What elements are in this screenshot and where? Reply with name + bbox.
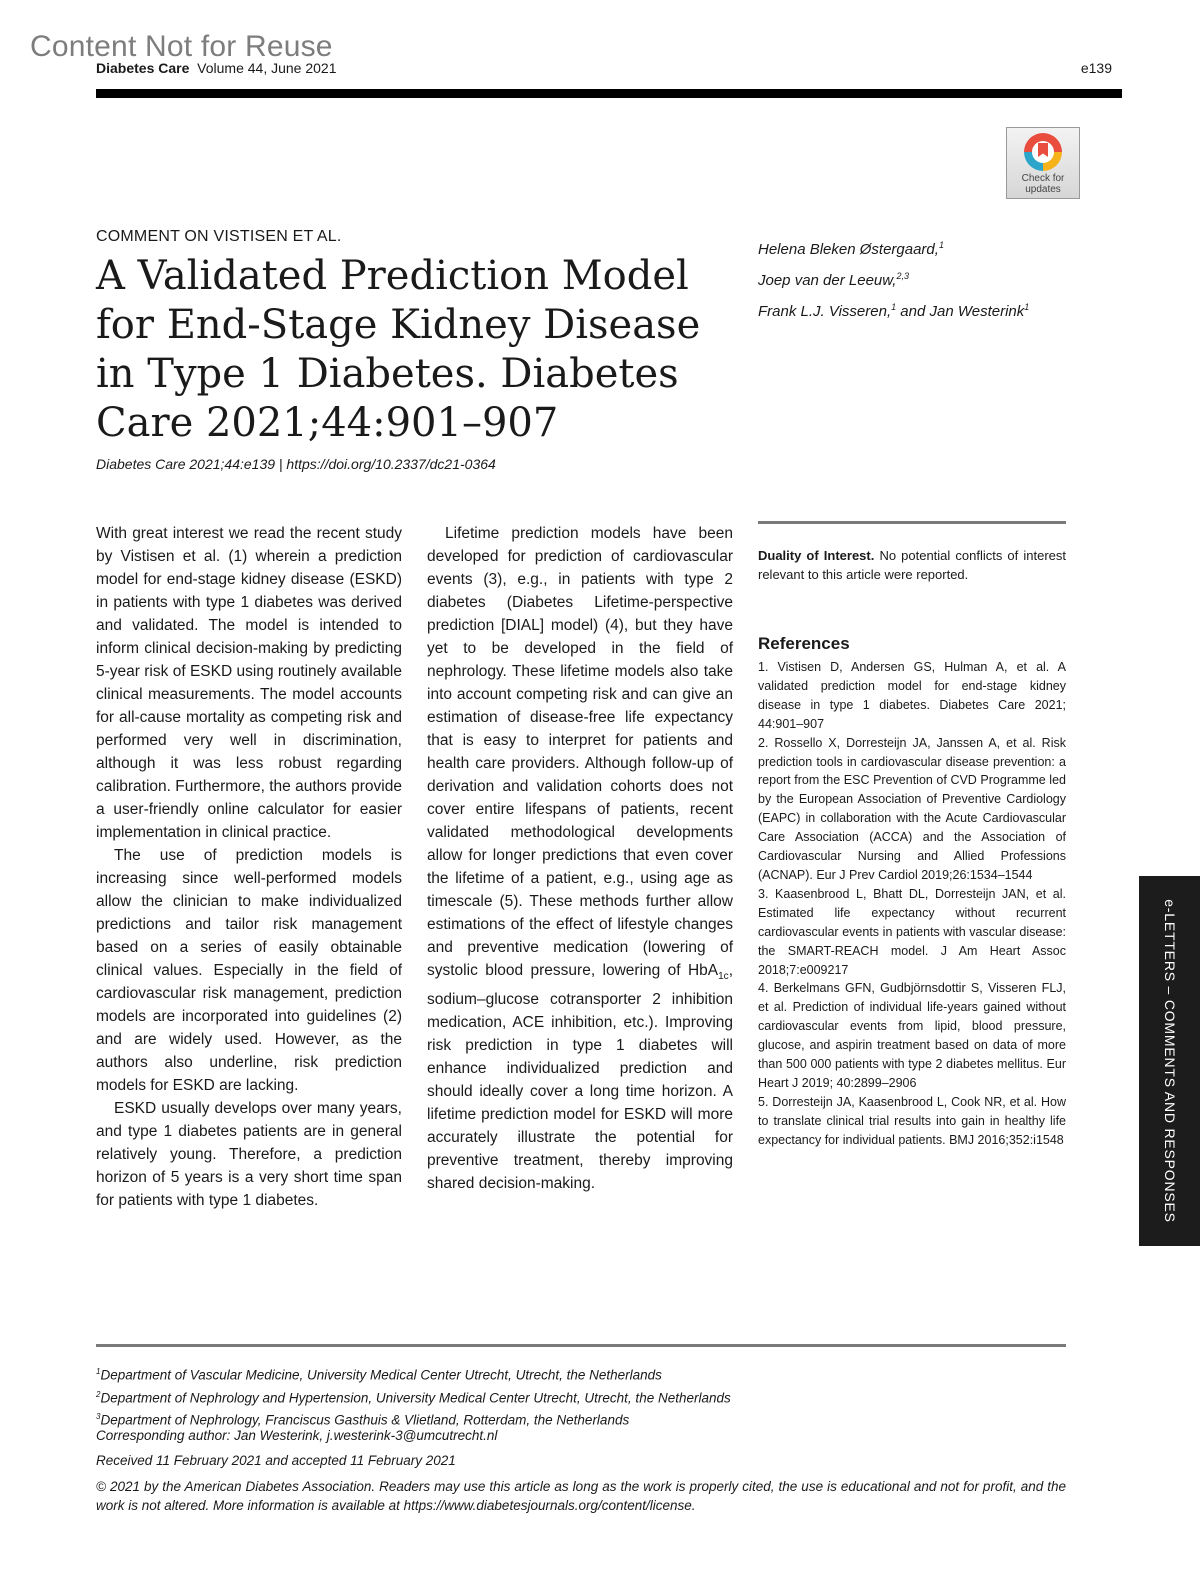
duality-of-interest: [758, 546, 1066, 584]
reference-item: 3. Kaasenbrood L, Bhatt DL, Dorresteijn JAN, et al. Estimated life expectancy without recurrent cardiovascular events in patients with vascular disease: the SMART-REACH model. J Am Heart Assoc 2018;7:e009217: [758, 886, 1066, 977]
author-affiliation-mark: 1: [891, 302, 897, 312]
affiliations: [96, 1362, 1096, 1430]
paragraph: [427, 522, 733, 1195]
affiliation-mark: 3: [96, 1412, 101, 1421]
corresponding-author: Corresponding author: Jan Westerink, j.westerink-3@umcutrecht.nl: [96, 1428, 498, 1443]
reference-item: 4. Berkelmans GFN, Gudbjörnsdottir S, Visseren FLJ, et al. Prediction of individual life-years gained without cardiovascular events from lipid, blood pressure, glucose, and aspirin treatment based on data of more than 500 000 patients with type 2 diabetes mellitus. Eur Heart J 2019; 40:2899–2906: [758, 981, 1066, 1090]
paragraph: ESKD usually develops over many years, and type 1 diabetes patients are in general relatively young. Therefore, a prediction horizon of 5 years is a very short time span for patients with type 1 diabetes.: [96, 1100, 402, 1209]
crossmark-label-line1: Check for: [1021, 173, 1065, 184]
article-title: A Validated Prediction Model for End-Stage Kidney Disease in Type 1 Diabetes. Diabetes Care 2021;44:901–907: [96, 253, 701, 446]
affiliation-mark: 1: [96, 1367, 101, 1376]
references-heading: References: [758, 634, 850, 653]
paragraph: With great interest we read the recent study by Vistisen et al. (1) wherein a prediction model for end-stage kidney disease (ESKD) in patients with type 1 diabetes was derived and validated. The model is intended to inform clinical decision-making by predicting 5-year risk of ESKD using routinely available clinical measurements. The model accounts for all-cause mortality as competing risk and performed very well in discrimination, although it was less robust regarding calibration. Furthermore, the authors provide a user-friendly online calculator for easier implementation in clinical practice.: [96, 525, 402, 841]
body-column-1: [96, 522, 402, 1212]
affiliation: [96, 1362, 1096, 1385]
copyright-notice: © 2021 by the American Diabetes Association. Readers may use this article as long as the work is properly cited, the use is educational and not for profit, and the work is not altered. More information is available at https://www.diabetesjournals.org/content/license.: [96, 1479, 1066, 1513]
affiliation-text: Department of Nephrology, Franciscus Gasthuis & Vlietland, Rotterdam, the Netherlands: [100, 1412, 630, 1428]
subscript: 1c: [718, 971, 729, 983]
journal-volume: Volume 44, June 2021: [197, 60, 337, 76]
author: [758, 232, 1029, 263]
reference-item: 2. Rossello X, Dorresteijn JA, Janssen A, et al. Risk prediction tools in cardiovascular disease prevention: a report from the ESC Prevention of CVD Programme led by the European Association of Preventive Cardiology (EAPC) in collaboration with the Acute Cardiovascular Care Association (ACCA) and the Association of Cardiovascular Nursing and Allied Professions (ACNAP). Eur J Prev Cardiol 2019;26:1534–1544: [758, 735, 1066, 882]
author-name: Frank L.J. Visseren,: [758, 303, 892, 320]
article-citation[interactable]: Diabetes Care 2021;44:e139 | https://doi.org/10.2337/dc21-0364: [96, 456, 496, 472]
page-number: e139: [1080, 60, 1112, 76]
section-side-tab: [1139, 876, 1200, 1246]
affiliation-text: Department of Nephrology and Hypertension, University Medical Center Utrecht, Utrecht, the Netherlands: [100, 1390, 731, 1405]
author: [758, 294, 1029, 325]
duality-label: Duality of Interest.: [758, 548, 875, 563]
affiliation-mark: 2: [96, 1389, 101, 1399]
author-list: [758, 232, 1029, 325]
paragraph-text: , sodium–glucose cotransporter 2 inhibition medication, ACE inhibition, etc.). Improving risk prediction in type 1 diabetes will enhance individualized prediction and should ideally cover a long time horizon. A lifetime prediction model for ESKD will more accurately illustrate the potential for preventive treatment, thereby improving shared decision-making.: [427, 962, 733, 1193]
article-kicker: COMMENT ON VISTISEN ET AL.: [96, 228, 342, 245]
author-name: Helena Bleken Østergaard,: [758, 241, 939, 258]
reference-list: [758, 658, 1066, 1150]
crossmark-icon: [1024, 133, 1062, 171]
received-date: Received 11 February 2021 and accepted 11 February 2021: [96, 1453, 456, 1468]
author-affiliation-mark: 1: [938, 240, 944, 250]
author-name: and Jan Westerink: [896, 303, 1025, 320]
duality-text: No potential conflicts of interest relevant to this article were reported.: [758, 548, 1066, 582]
journal-header: [96, 60, 337, 76]
author-affiliation-mark: 1: [1024, 302, 1030, 312]
affiliation-text: Department of Vascular Medicine, University Medical Center Utrecht, Utrecht, the Netherlands: [100, 1367, 662, 1383]
reference-item: 5. Dorresteijn JA, Kaasenbrood L, Cook NR, et al. How to translate clinical trial results into gain in healthy life expectancy for individual patients. BMJ 2016;352:i1548: [758, 1094, 1066, 1147]
body-column-2: [427, 522, 733, 1195]
paragraph: The use of prediction models is increasing since well-performed models allow the clinician to make individualized predictions and tailor risk management based on a series of easily obtainable clinical values. Especially in the field of cardiovascular risk management, prediction models are incorporated into guidelines (2) and are widely used. However, as the authors also underline, risk prediction models for ESKD are lacking.: [96, 847, 402, 1094]
paragraph-text: Lifetime prediction models have been developed for prediction of cardiovascular events (3), e.g., in patients with type 2 diabetes (Diabetes Lifetime-perspective prediction [DIAL] model) (4), but they have yet to be developed in the field of nephrology. These lifetime models also take into account competing risk and can give an estimation of disease-free life expectancy that is easy to interpret for patients and health care providers. Although follow-up of derivation and validation cohorts does not cover entire lifespans of patients, recent validated methodological developments allow for longer predictions that even cover the lifetime of a patient, e.g., using age as timescale (5). These methods further allow estimations of the effect of lifestyle changes and preventive medication (lowering of systolic blood pressure, lowering of HbA: [427, 525, 733, 979]
header-rule: [96, 89, 1122, 98]
author: [758, 263, 1029, 294]
reference-item: 1. Vistisen D, Andersen GS, Hulman A, et al. A validated prediction model for end-stage kidney disease in type 1 diabetes. Diabetes Care 2021; 44:901–907: [758, 660, 1066, 731]
affiliation: [96, 1385, 1096, 1408]
section-side-tab-label: e-LETTERS – COMMENTS AND RESPONSES: [1161, 899, 1178, 1223]
footer-rule: [96, 1344, 1066, 1347]
section-rule: [758, 521, 1066, 524]
check-for-updates-button[interactable]: [1006, 127, 1080, 199]
journal-name: Diabetes Care: [96, 60, 190, 76]
crossmark-label-line2: updates: [1025, 184, 1061, 195]
watermark: Content Not for Reuse: [30, 30, 333, 63]
author-name: Joep van der Leeuw,: [758, 272, 897, 289]
author-affiliation-mark: 2,3: [896, 271, 909, 281]
crossmark-label: [1007, 173, 1079, 195]
